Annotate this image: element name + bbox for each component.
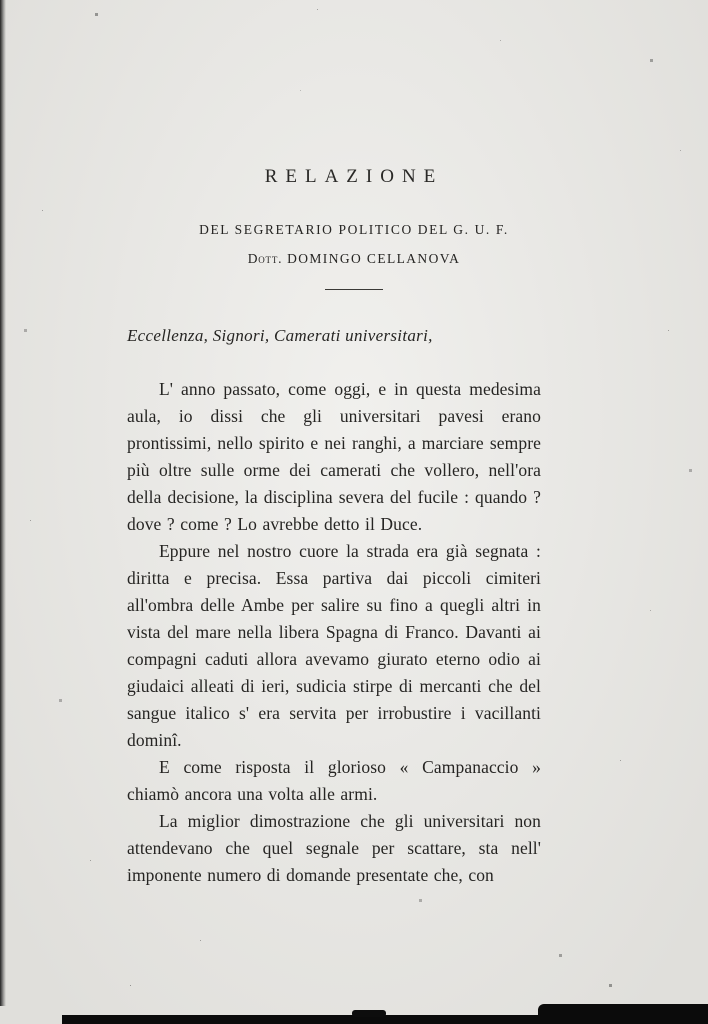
page-title: RELAZIONE [264, 166, 444, 187]
scan-bottom-right-artifact [538, 1004, 708, 1024]
paragraph: La miglior dimostrazione che gli universitari non attendevano che quel segnale per scattare, sta nell' imponente numero di domande presentate che, con [127, 811, 541, 885]
salutation: Eccellenza, Signori, Camerati universitari, [127, 326, 433, 345]
body-text-block [127, 326, 541, 889]
scan-bottom-nub-artifact [352, 1010, 386, 1017]
author-title-prefix: Dott. [247, 251, 283, 266]
paragraph: E come risposta il glorioso « Campanaccio » chiamò ancora una volta alle armi. [127, 757, 541, 804]
author-name: DOMINGO CELLANOVA [287, 251, 461, 266]
paragraph: L' anno passato, come oggi, e in questa medesima aula, io dissi che gli universitari pavesi erano prontissimi, nello spirito e nei ranghi, a marciare sempre più oltre sulle orme dei camerati che vollero, nell'ora della decisione, la disciplina severa del fucile : quando ? dove ? come ? Lo avrebbe detto il Duce. [127, 379, 541, 534]
scan-left-edge-artifact [0, 0, 6, 1006]
subtitle-author [114, 251, 594, 267]
divider-rule [325, 289, 383, 290]
document-heading [114, 0, 594, 290]
paragraph: Eppure nel nostro cuore la strada era già segnata : diritta e precisa. Essa partiva dai piccoli cimiteri all'ombra delle Ambe per salire su fino a quegli altri in vista del mare nella libera Spagna di Franco. Davanti ai compagni caduti allora avevamo giurato eterno odio ai giudaici alleati di ieri, sudicia stirpe di mercanti che del sangue italico s' era servita per irrobustire i vacillanti dominî. [127, 541, 541, 750]
subtitle-role: DEL SEGRETARIO POLITICO DEL G. U. F. [199, 222, 509, 237]
